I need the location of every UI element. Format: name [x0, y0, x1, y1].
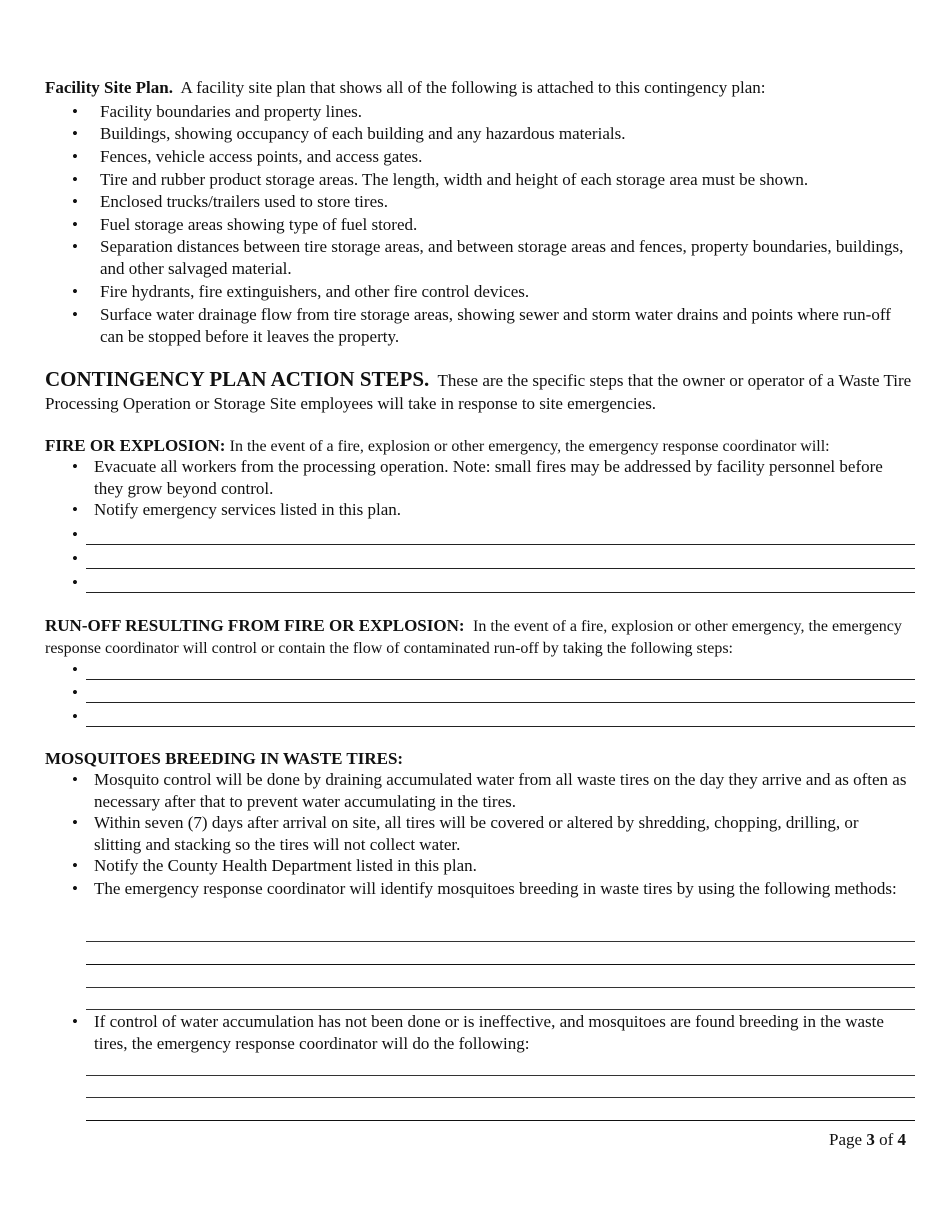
- bullet-icon: •: [72, 147, 78, 166]
- contingency-text: These are the specific steps that the owner or operator of a Waste Tire Processing Operation or Storage Site employees will take in response to site emergencies.: [45, 371, 912, 413]
- runoff-text: In the event of a fire, explosion or other emergency, the emergency response coordinator will control or contain the flow of contaminated run-off by taking the following steps:: [45, 618, 902, 657]
- list-item-text: Fuel storage areas showing type of fuel stored.: [100, 215, 418, 234]
- list-item-text: Notify the County Health Department listed in this plan.: [94, 856, 477, 875]
- bullet-icon: •: [72, 549, 78, 568]
- list-item: [72, 499, 904, 521]
- page-total: 4: [897, 1130, 906, 1149]
- contingency-heading: CONTINGENCY PLAN ACTION STEPS.: [45, 367, 430, 391]
- list-item-text: Enclosed trucks/trailers used to store tires.: [100, 192, 388, 211]
- bullet-icon: •: [72, 683, 78, 702]
- fire-blank-line[interactable]: [70, 569, 915, 593]
- bullet-icon: •: [72, 237, 78, 256]
- bullet-icon: •: [72, 856, 78, 875]
- list-item-text: Buildings, showing occupancy of each building and any hazardous materials.: [100, 124, 626, 143]
- list-item: [72, 123, 910, 146]
- bullet-icon: •: [72, 282, 78, 301]
- bullet-icon: •: [72, 457, 78, 476]
- list-item: [72, 304, 910, 348]
- list-item: [72, 812, 909, 855]
- fire-heading: FIRE OR EXPLOSION:: [45, 436, 226, 455]
- list-item: [72, 101, 910, 123]
- runoff-heading: RUN-OFF RESULTING FROM FIRE OR EXPLOSION:: [45, 616, 465, 635]
- list-item-text: Fences, vehicle access points, and access gates.: [100, 147, 423, 166]
- followup-blank-line[interactable]: [86, 1097, 915, 1098]
- page-word: Page: [829, 1130, 863, 1149]
- bullet-icon: •: [72, 102, 78, 121]
- list-item: [72, 769, 909, 812]
- followup-blank-line[interactable]: [86, 1075, 915, 1076]
- blank-rule: [86, 726, 915, 727]
- bullet-icon: •: [72, 707, 78, 726]
- bullet-icon: •: [72, 215, 78, 234]
- bullet-icon: •: [72, 573, 78, 592]
- methods-blank-line[interactable]: [86, 1009, 915, 1010]
- list-item-text: Fire hydrants, fire extinguishers, and other fire control devices.: [100, 282, 530, 301]
- fire-blank-line[interactable]: [70, 545, 915, 569]
- bullet-icon: •: [72, 124, 78, 143]
- list-item: [72, 169, 910, 191]
- facility-list: [72, 101, 910, 348]
- list-item-text: Mosquito control will be done by draining accumulated water from all waste tires on the day they arrive and as often as necessary after that to prevent water accumulating in the tires.: [94, 770, 907, 811]
- page-current: 3: [866, 1130, 875, 1149]
- list-item-text: Separation distances between tire storage areas, and between storage areas and fences, property boundaries, buildings, and other salvaged material.: [100, 237, 904, 278]
- list-item: [72, 191, 910, 214]
- mosquito-heading: MOSQUITOES BREEDING IN WASTE TIRES:: [45, 749, 404, 768]
- mosquito-list: [72, 769, 909, 922]
- page-number: [829, 1130, 906, 1150]
- list-item: [72, 878, 909, 922]
- mosquito-heading-paragraph: [45, 748, 915, 770]
- list-item: [72, 855, 909, 878]
- list-item: [72, 146, 910, 169]
- list-item: [72, 1011, 909, 1055]
- fire-list: [72, 456, 904, 521]
- bullet-icon: •: [72, 660, 78, 679]
- fire-text: In the event of a fire, explosion or other emergency, the emergency response coordinator will:: [229, 438, 830, 455]
- list-item-text: Facility boundaries and property lines.: [100, 102, 363, 121]
- list-item-text: Tire and rubber product storage areas. The length, width and height of each storage area must be shown.: [100, 170, 809, 189]
- list-item-text: Evacuate all workers from the processing operation. Note: small fires may be addressed by facility personnel before they grow beyond control.: [94, 457, 883, 498]
- facility-intro-text: A facility site plan that shows all of the following is attached to this contingency plan:: [180, 78, 766, 97]
- bullet-icon: •: [72, 305, 78, 324]
- contingency-paragraph: [45, 368, 915, 415]
- fire-paragraph: [45, 435, 915, 458]
- bullet-icon: •: [72, 525, 78, 544]
- runoff-blank-line[interactable]: [70, 703, 915, 727]
- list-item-text: The emergency response coordinator will identify mosquitoes breeding in waste tires by using the following methods:: [94, 879, 897, 898]
- runoff-paragraph: [45, 615, 915, 659]
- bullet-icon: •: [72, 500, 78, 519]
- list-item: [72, 281, 910, 304]
- runoff-blank-line[interactable]: [70, 656, 915, 680]
- bullet-icon: •: [72, 192, 78, 211]
- methods-blank-line[interactable]: [86, 964, 915, 965]
- followup-blank-line[interactable]: [86, 1120, 915, 1121]
- list-item-text: If control of water accumulation has not been done or is ineffective, and mosquitoes are found breeding in the waste tires, the emergency response coordinator will do the following:: [94, 1012, 884, 1053]
- methods-blank-line[interactable]: [86, 941, 915, 942]
- bullet-icon: •: [72, 1012, 78, 1031]
- bullet-icon: •: [72, 879, 78, 898]
- blank-rule: [86, 592, 915, 593]
- list-item-text: Notify emergency services listed in this plan.: [94, 500, 402, 519]
- list-item: [72, 214, 910, 236]
- bullet-icon: •: [72, 170, 78, 189]
- methods-blank-line[interactable]: [86, 987, 915, 988]
- list-item: [72, 236, 910, 281]
- of-word: of: [879, 1130, 894, 1149]
- facility-heading: Facility Site Plan.: [45, 78, 173, 97]
- bullet-icon: •: [72, 813, 78, 832]
- mosquito-final-list: [72, 1011, 909, 1055]
- list-item-text: Within seven (7) days after arrival on site, all tires will be covered or altered by shredding, chopping, drilling, or slitting and stacking so the tires will not collect water.: [94, 813, 859, 854]
- list-item: [72, 456, 904, 499]
- facility-intro-paragraph: [45, 77, 915, 99]
- fire-blank-line[interactable]: [70, 521, 915, 545]
- bullet-icon: •: [72, 770, 78, 789]
- runoff-blank-line[interactable]: [70, 679, 915, 703]
- list-item-text: Surface water drainage flow from tire storage areas, showing sewer and storm water drains and points where run-off can be stopped before it leaves the property.: [100, 305, 891, 346]
